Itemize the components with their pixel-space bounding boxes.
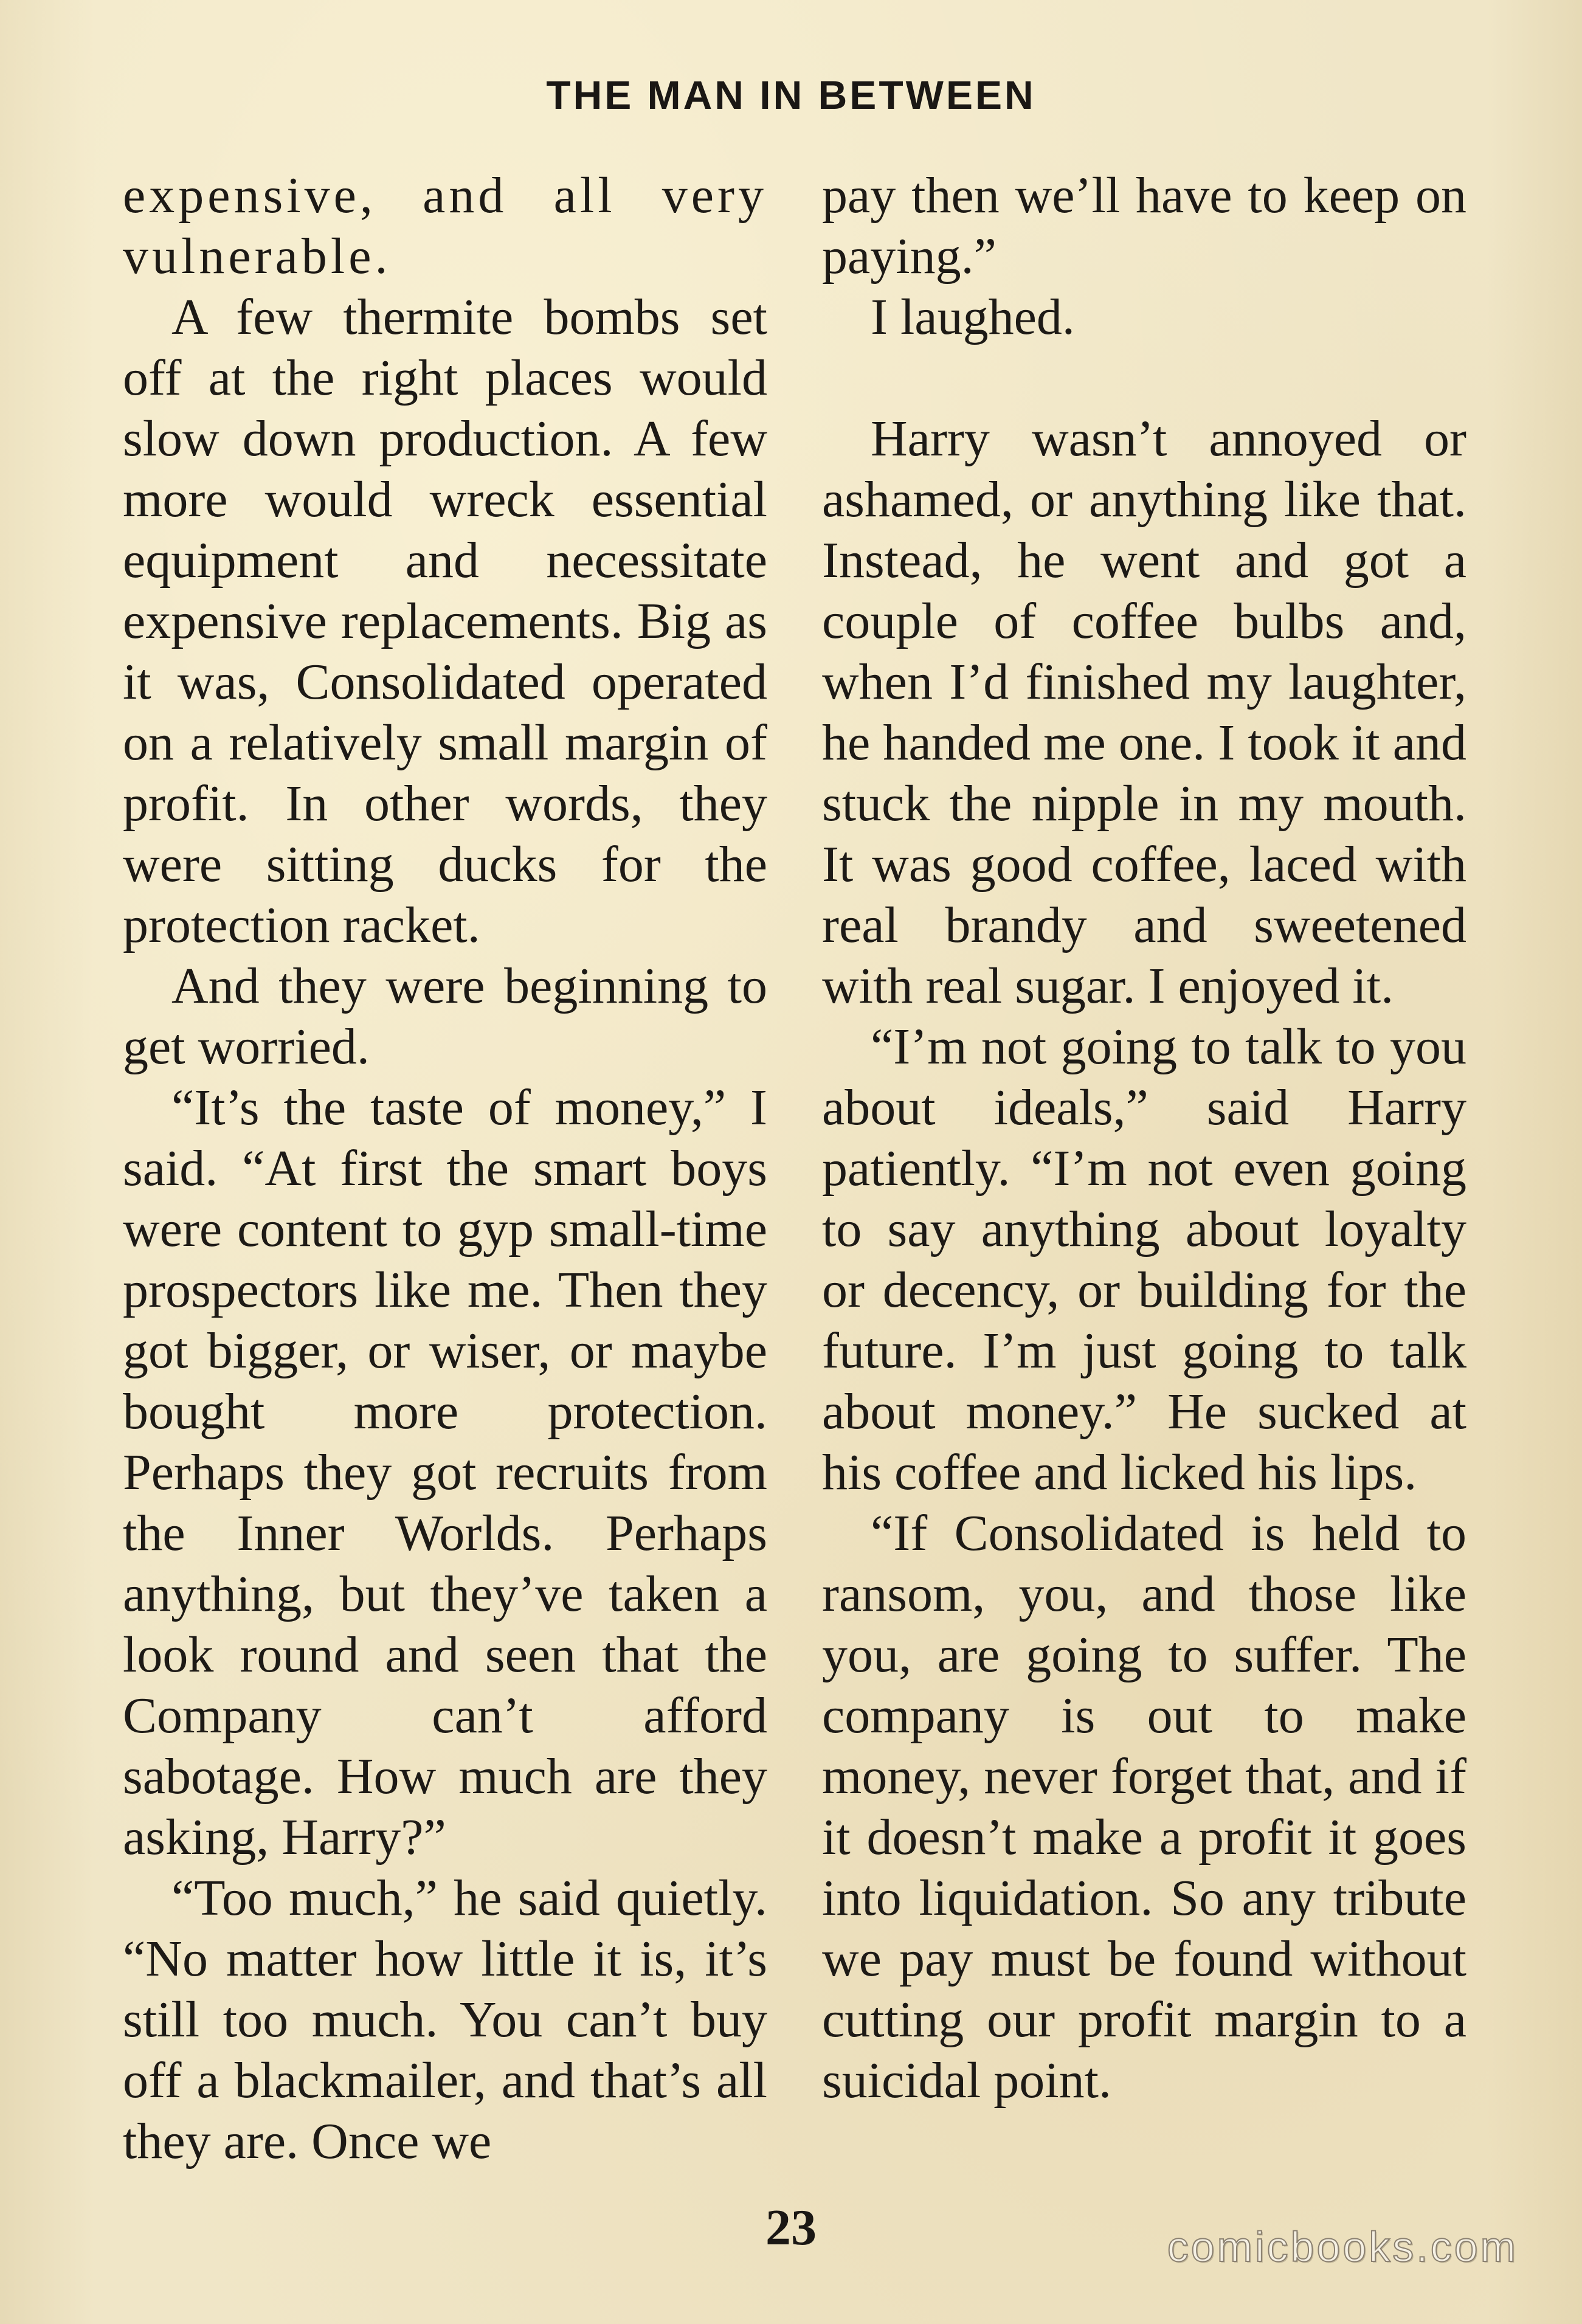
paragraph: “Too much,” he said quietly. “No matter how little it is, it’s still too much. You can’t buy off a blackmailer, and that’s all they are. Once we <box>123 1870 767 2170</box>
running-head: THE MAN IN BETWEEN <box>546 72 1036 117</box>
page-number: 23 <box>765 2199 817 2256</box>
paragraph: pay then we’ll have to keep on paying.” <box>822 167 1466 285</box>
paragraph: Harry wasn’t annoyed or ashamed, or anything like that. Instead, he went and got a couple of coffee bulbs and, when I’d finished my laughter, he handed me one. I took it and stuck the nipple in my mouth. It was good coffee, laced with real brandy and sweetened with real sugar. I enjoyed it. <box>822 410 1466 1014</box>
paragraph: And they were beginning to get worried. <box>123 958 767 1075</box>
paragraph: “If Consolidated is held to ransom, you, and those like you, are going to suffer. The company is out to make money, never forget that, and if it doesn’t make a profit it goes into liquidation. So any tribute we pay must be found without cutting our profit margin to a suicidal point. <box>822 1505 1466 2109</box>
paragraph: I laughed. <box>871 289 1075 345</box>
watermark-logo: comicbooks.com <box>1167 2223 1518 2270</box>
right-column <box>822 165 1466 2111</box>
paragraph: “I’m not going to talk to you about ideals,” said Harry patiently. “I’m not even going to say anything about loyalty or decency, or building for the future. I’m just going to talk about money.” He sucked at his coffee and licked his lips. <box>822 1018 1466 1501</box>
paragraph: A few thermite bombs set off at the right places would slow down production. A few more would wreck essential equipment and necessitate expensive replacements. Big as it was, Consolidated operated on a relatively small margin of profit. In other words, they were sitting ducks for the protection racket. <box>123 289 767 953</box>
paragraph: “It’s the taste of money,” I said. “At first the smart boys were content to gyp small-time prospectors like me. Then they got bigger, or wiser, or maybe bought more protection. Perhaps they got recruits from the Inner Worlds. Perhaps anything, but they’ve taken a look round and seen that the Company can’t afford sabotage. How much are they asking, Harry?” <box>123 1079 767 1866</box>
left-column <box>123 165 767 2172</box>
paragraph: expensive, and all very vulnerable. <box>123 167 767 285</box>
